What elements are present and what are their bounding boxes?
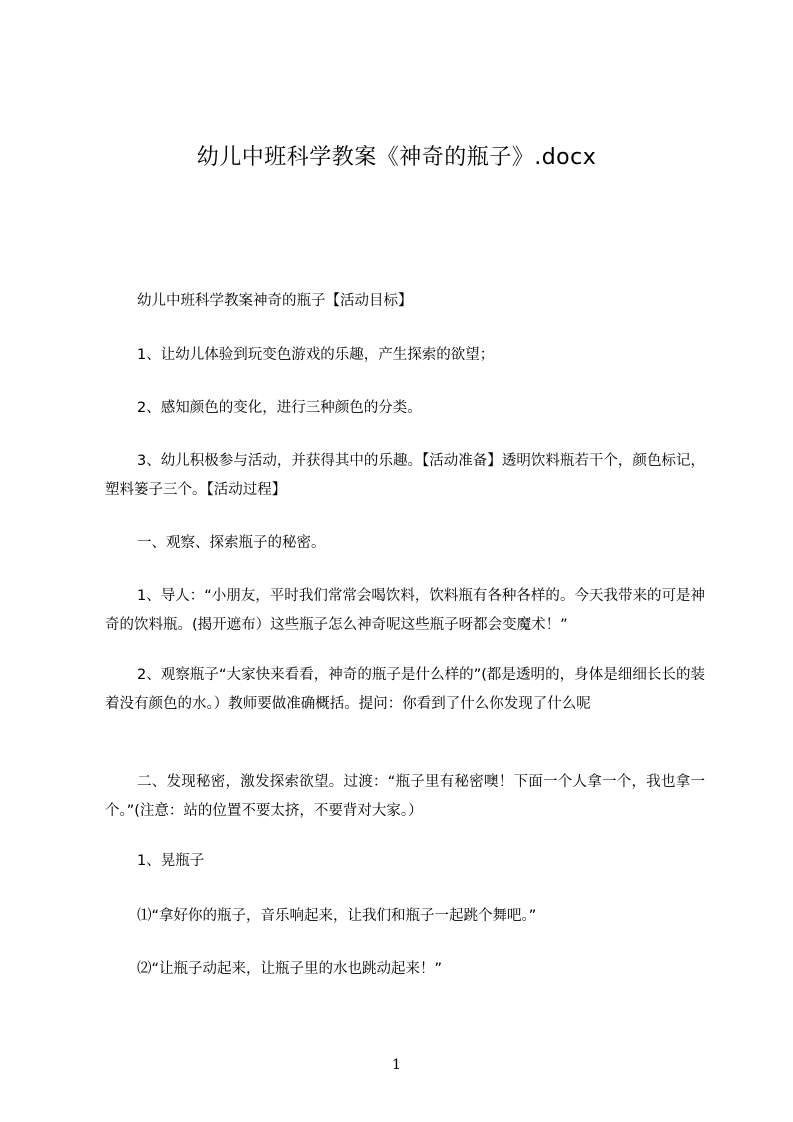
document-title: 幼儿中班科学教案《神奇的瓶子》.docx <box>196 145 597 170</box>
paragraph-observe-bottles: 2、观察瓶子“大家快来看看，神奇的瓶子是什么样的”(都是透明的，身体是细细长长的装着没有颜色的水。）教师要做准确概括。提问：你看到了什么你发现了什么呢 <box>105 667 705 712</box>
page-number: 1 <box>392 1057 401 1073</box>
paragraph-objectives-heading: 幼儿中班科学教案神奇的瓶子【活动目标】 <box>137 293 413 309</box>
paragraph-objective-1: 1、让幼儿体验到玩变色游戏的乐趣，产生探索的欲望； <box>137 347 495 363</box>
paragraph-shake-bottles: 1、晃瓶子 <box>137 853 205 869</box>
paragraph-objective-2: 2、感知颜色的变化，进行三种颜色的分类。 <box>137 400 422 416</box>
paragraph-step-2: ⑵“让瓶子动起来，让瓶子里的水也跳动起来！” <box>137 961 443 977</box>
paragraph-section-1-heading: 一、观察、探索瓶子的秘密。 <box>137 535 326 551</box>
paragraph-step-1: ⑴“拿好你的瓶子，音乐响起来，让我们和瓶子一起跳个舞吧。” <box>137 908 537 924</box>
paragraph-objective-3: 3、幼儿积极参与活动，并获得其中的乐趣。【活动准备】透明饮料瓶若干个，颜色标记，塑料篓子三个。【活动过程】 <box>105 453 705 498</box>
paragraph-introduction: 1、导人：“小朋友，平时我们常常会喝饮料，饮料瓶有各种各样的。今天我带来的可是神奇的饮料瓶。(揭开遮布）这些瓶子怎么神奇呢这些瓶子呀都会变魔术！” <box>105 588 705 633</box>
paragraph-section-2-heading: 二、发现秘密，激发探索欲望。过渡：“瓶子里有秘密噢！下面一个人拿一个，我也拿一个。”(注意：站的位置不要太挤，不要背对大家。） <box>105 774 705 819</box>
